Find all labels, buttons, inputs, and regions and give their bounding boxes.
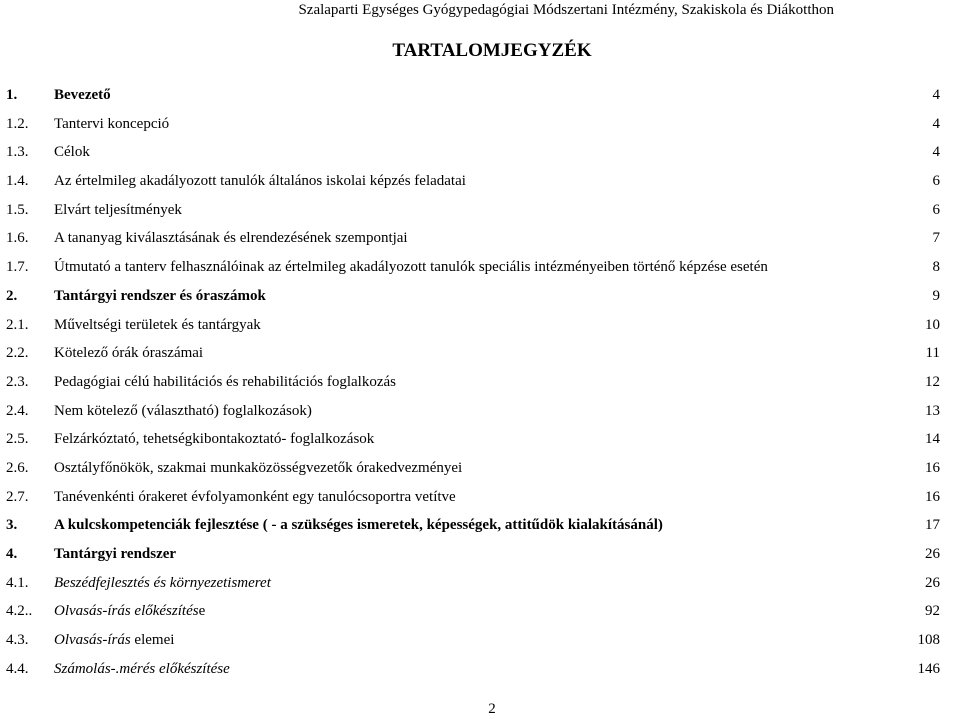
toc-entry-title: Pedagógiai célú habilitációs és rehabilitációs foglalkozás: [54, 373, 396, 390]
toc-entry-title: Tantárgyi rendszer és óraszámok: [54, 287, 266, 304]
toc-entry-number: 2.3.: [6, 373, 29, 390]
toc-entry[interactable]: [6, 167, 940, 196]
toc-entry-number: 4.3.: [6, 632, 29, 649]
toc-entry[interactable]: [6, 483, 940, 512]
toc-entry-title: Útmutató a tanterv felhasználóinak az értelmileg akadályozott tanulók speciális intézményeiben történő képzése esetén: [54, 259, 768, 276]
toc-entry-title-italic: Beszédfejlesztés és környezetismeret: [54, 574, 271, 591]
toc-entry-page: 26: [925, 574, 940, 591]
toc-entry-title: [54, 626, 174, 655]
toc-entry-page: 7: [932, 230, 940, 247]
toc-entry-page: 12: [925, 373, 940, 390]
toc-entry-page: 4: [932, 87, 940, 103]
toc-entry-number: 1.4.: [6, 173, 29, 190]
toc-entry-number: 2.1.: [6, 316, 29, 333]
toc-entry-title: [54, 569, 271, 598]
table-of-contents: [6, 81, 940, 683]
toc-entry-number: 2.6.: [6, 459, 29, 476]
toc-entry-title: Elvárt teljesítmények: [54, 201, 182, 218]
toc-entry-title: A kulcskompetenciák fejlesztése ( - a szükséges ismeretek, képességek, attitűdök kialakításánál): [54, 517, 663, 534]
toc-entry[interactable]: [6, 511, 940, 540]
toc-entry[interactable]: [6, 597, 940, 626]
toc-entry-page: 92: [925, 603, 940, 620]
toc-entry-title: A tananyag kiválasztásának és elrendezésének szempontjai: [54, 230, 408, 247]
toc-entry-page: 16: [925, 488, 940, 505]
toc-entry-page: 6: [932, 201, 940, 218]
toc-entry[interactable]: [6, 196, 940, 225]
toc-entry-title-italic: Számolás-.mérés előkészítése: [54, 660, 230, 677]
toc-entry-page: 4: [932, 144, 940, 161]
toc-entry[interactable]: [6, 569, 940, 598]
toc-entry-page: 26: [925, 546, 940, 562]
toc-entry-number: 1.7.: [6, 259, 29, 276]
toc-entry-page: 10: [925, 316, 940, 333]
toc-entry-page: 11: [925, 345, 940, 362]
toc-entry[interactable]: [6, 224, 940, 253]
toc-entry-number: 1.3.: [6, 144, 29, 161]
toc-entry[interactable]: [6, 253, 940, 282]
toc-entry[interactable]: [6, 110, 940, 139]
toc-entry[interactable]: [6, 397, 940, 426]
toc-entry-number: 2.2.: [6, 345, 29, 362]
toc-entry-number: 2.: [6, 287, 18, 304]
page-number: 2: [488, 701, 496, 717]
toc-entry-number: 2.5.: [6, 431, 29, 448]
toc-entry-title: Bevezető: [54, 87, 111, 103]
toc-entry-page: 6: [932, 173, 940, 190]
toc-entry-number: 1.6.: [6, 230, 29, 247]
toc-entry[interactable]: [6, 282, 940, 311]
toc-entry-number: 1.: [6, 87, 18, 103]
toc-entry-title: Célok: [54, 144, 90, 161]
toc-entry-page: 17: [925, 517, 940, 534]
toc-entry-title: Nem kötelező (választható) foglalkozások): [54, 402, 312, 419]
toc-entry[interactable]: [6, 626, 940, 655]
toc-entry-page: 8: [932, 259, 940, 276]
toc-entry-title-italic: Olvasás-írás előkészítés: [54, 603, 199, 620]
toc-entry-title-rest: e: [198, 603, 206, 620]
toc-entry-title: Tantervi koncepció: [54, 115, 170, 132]
toc-entry[interactable]: [6, 454, 940, 483]
toc-entry-page: 108: [917, 632, 940, 649]
toc-entry-page: 16: [925, 459, 940, 476]
toc-entry-number: 4.2..: [6, 603, 33, 620]
toc-entry-title-italic: Olvasás-írás: [54, 632, 131, 649]
toc-entry-title: [54, 655, 230, 684]
toc-entry[interactable]: [6, 425, 940, 454]
toc-entry-number: 4.: [6, 546, 18, 562]
toc-entry-page: 4: [932, 115, 940, 132]
toc-entry-title-rest: elemei: [130, 632, 175, 649]
toc-entry[interactable]: [6, 540, 940, 569]
toc-entry-number: 3.: [6, 517, 18, 534]
toc-entry-number: 2.4.: [6, 402, 29, 419]
toc-entry-title: Kötelező órák óraszámai: [54, 345, 204, 362]
toc-entry-title: Felzárkóztató, tehetségkibontakoztató- foglalkozások: [54, 431, 375, 448]
toc-entry[interactable]: [6, 311, 940, 340]
running-header: Szalaparti Egységes Gyógypedagógiai Módszertani Intézmény, Szakiskola és Diákotthon: [298, 2, 834, 18]
toc-entry-title: Az értelmileg akadályozott tanulók általános iskolai képzés feladatai: [54, 173, 466, 190]
toc-entry-title: Tantárgyi rendszer: [54, 546, 177, 562]
toc-entry-title: [54, 597, 205, 626]
toc-entry-number: 1.2.: [6, 115, 29, 132]
toc-entry[interactable]: [6, 655, 940, 684]
toc-entry-title: Műveltségi területek és tantárgyak: [54, 316, 261, 333]
toc-entry-number: 4.4.: [6, 660, 29, 677]
toc-entry-number: 4.1.: [6, 574, 29, 591]
toc-entry-page: 146: [917, 660, 940, 677]
toc-entry-page: 13: [925, 402, 940, 419]
toc-entry-page: 9: [932, 287, 940, 304]
toc-entry-title: Osztályfőnökök, szakmai munkaközösségvezetők órakedvezményei: [54, 459, 463, 476]
toc-entry[interactable]: [6, 339, 940, 368]
toc-entry-title: Tanévenkénti órakeret évfolyamonként egy tanulócsoportra vetítve: [54, 488, 456, 505]
toc-entry-page: 14: [925, 431, 940, 448]
toc-entry-number: 1.5.: [6, 201, 29, 218]
toc-entry[interactable]: [6, 81, 940, 110]
toc-entry[interactable]: [6, 368, 940, 397]
toc-entry[interactable]: [6, 138, 940, 167]
page-title: TARTALOMJEGYZÉK: [392, 40, 592, 61]
toc-entry-number: 2.7.: [6, 488, 29, 505]
